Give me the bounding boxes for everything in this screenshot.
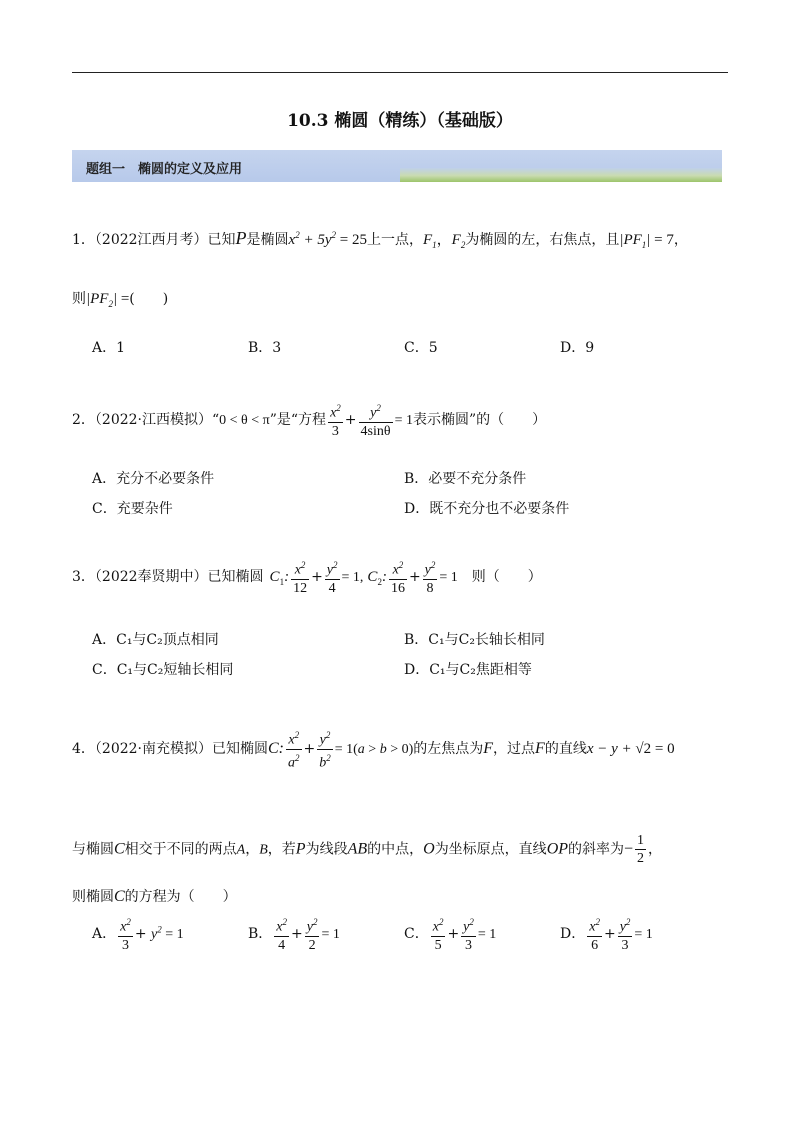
q1-text-5: 则 (72, 291, 86, 307)
q2-math-range: 0 < θ < π (219, 412, 270, 428)
q2-option-d: D．既不充分也不必要条件 (404, 501, 570, 517)
q4-text-2: 的左焦点为 (413, 741, 484, 758)
q4-text-l2f: 为坐标原点，直线 (434, 841, 547, 858)
q2-text-1: 2．（2022·江西模拟）“ (72, 411, 220, 428)
q4-math-c: C: (268, 740, 284, 758)
q4-text-1: 4．（2022·南充模拟）已知椭圆 (72, 741, 268, 758)
q1-text-6: ( ) (129, 291, 169, 307)
q1-text-1: 1．（2022江西月考）已知 (72, 232, 236, 248)
q1-option-b: B．3 (248, 340, 282, 356)
q3-frac-c1x: $\frac{x^2}{12}$ (291, 557, 309, 597)
q3-frac-c1y: $\frac{y^2}{4}$ (325, 557, 340, 597)
q3-option-d: D．C₁与C₂焦距相等 (404, 662, 532, 678)
banner-stripe (400, 168, 722, 182)
q3-text-2: 则（ ） (471, 568, 542, 585)
q1-option-c: C．5 (404, 340, 438, 356)
q3-option-c: C．C₁与C₂短轴长相同 (92, 662, 234, 678)
q4-frac-x: $\frac{x^2}{a^2}$ (286, 727, 302, 771)
q4-frac-y: $\frac{y^2}{b^2}$ (317, 727, 333, 771)
q1-option-a: A．1 (92, 340, 126, 356)
q4-text-l2c: ，若 (267, 841, 296, 858)
q1-math-pf2: $|PF_2|$ = (86, 291, 130, 309)
q4-text-l3a: 则椭圆 (72, 889, 114, 905)
q3-frac-c2y: $\frac{y^2}{8}$ (423, 557, 438, 597)
question-4-line-3: 则椭圆C的方程为（ ） (72, 888, 237, 905)
q3-math-c2: $C_2$: (367, 568, 387, 587)
q2-frac-x: $\frac{x^2}{3}$ (328, 400, 343, 440)
q1-math-pf1: $|PF_1| = 7$ (619, 232, 674, 250)
q1-math-foci: $F_1$，$F_2$ (422, 232, 466, 250)
q4-text-l2g: 的斜率为 (568, 841, 625, 858)
q2-option-b: B．必要不充分条件 (404, 471, 527, 487)
q2-text-2: ”是“方程 (269, 411, 327, 428)
q4-frac-slope: $\frac{1}{2}$ (637, 833, 645, 866)
q3-option-a: A．C₁与C₂顶点相同 (92, 632, 219, 648)
q4-text-4: 的直线 (544, 741, 587, 758)
q1-math-p: P (235, 228, 247, 248)
q1-math-ellipse: $x^2 + 5y^2 = 25$ (288, 230, 367, 248)
q4-math-cond: = 1(a > b > 0) (334, 742, 414, 758)
q4-option-b: B． $\frac{x^2}{4}$ + $\frac{y^2}{2}$ = 1 (248, 914, 340, 954)
question-1-line-2 (72, 288, 168, 309)
q3-text-1: 3．（2022奉贤期中）已知椭圆 (72, 568, 264, 585)
q3-frac-c2x: $\frac{x^2}{16}$ (389, 557, 407, 597)
q2-option-a: A．充分不必要条件 (92, 471, 215, 487)
q4-math-line: x − y + √2 = 0 (586, 741, 675, 758)
q2-option-c: C．充要杂件 (92, 501, 173, 517)
section-label: 题组一 椭圆的定义及应用 (86, 162, 243, 177)
q1-text-3: 上一点， (366, 232, 423, 248)
q1-text-2: 是椭圆 (246, 232, 289, 248)
q4-option-c: C． $\frac{x^2}{5}$ + $\frac{y^2}{3}$ = 1 (404, 914, 496, 954)
q4-text-l2a: 与椭圆 (72, 841, 114, 858)
section-banner (72, 150, 722, 182)
q4-text-l3b: 的方程为（ ） (124, 889, 237, 905)
page-title: 10.3 椭圆（精练）（基础版） (287, 111, 513, 131)
q2-text-3: 表示椭圆”的（ ） (412, 411, 547, 428)
question-4-line-2: 与椭圆C相交于不同的两点A，B，若P为线段AB的中点，O为坐标原点，直线OP的斜率为− $\frac{1}{2}$ ， (72, 833, 663, 866)
question-4: 4．（2022·南充模拟）已知椭圆C: $\frac{x^2}{a^2}$ + $\frac{y^2}{b^2}$ = 1(a > b > 0)的左焦点为F，过点F的直线x − y + √2 = 0 (72, 727, 675, 771)
q4-text-l2d: 为线段 (305, 841, 348, 858)
q1-option-d: D．9 (560, 340, 595, 356)
q3-option-b: B．C₁与C₂长轴长相同 (404, 632, 545, 648)
question-2: 2．（2022·江西模拟）“0 < θ < π”是“方程 $\frac{x^2}{3}$ + $\frac{y^2}{4\sin\theta}$ = 1表示椭圆”的（ ） (72, 400, 546, 440)
header-rule (72, 72, 728, 73)
q1-text-4: 为椭圆的左，右焦点，且 (465, 232, 620, 248)
q3-math-c1: $C_1$: (269, 568, 290, 587)
question-3: 3．（2022奉贤期中）已知椭圆 $C_1$: $\frac{x^2}{12}$ + $\frac{y^2}{4}$ = 1, $C_2$: $\frac{x^2}{16}$ + $\frac{y^2}{8}$ = 1 则（ ） (72, 557, 542, 597)
question-1: 1．（2022江西月考）已知P是椭圆$x^2 + 5y^2 = 25$上一点，$F_1$，$F_2$为椭圆的左，右焦点，且$|PF_1| = 7$， (72, 228, 688, 250)
q4-text-l2b: 相交于不同的两点 (124, 841, 237, 858)
q2-frac-y: $\frac{y^2}{4\sin\theta}$ (359, 400, 393, 440)
q4-text-3: ，过点 (493, 741, 536, 758)
q4-option-d: D． $\frac{x^2}{6}$ + $\frac{y^2}{3}$ = 1 (560, 914, 653, 954)
q4-text-l2e: 的中点， (367, 841, 424, 858)
q4-option-a: A． $\frac{x^2}{3}$ + $y^2 = 1$ (92, 914, 184, 954)
